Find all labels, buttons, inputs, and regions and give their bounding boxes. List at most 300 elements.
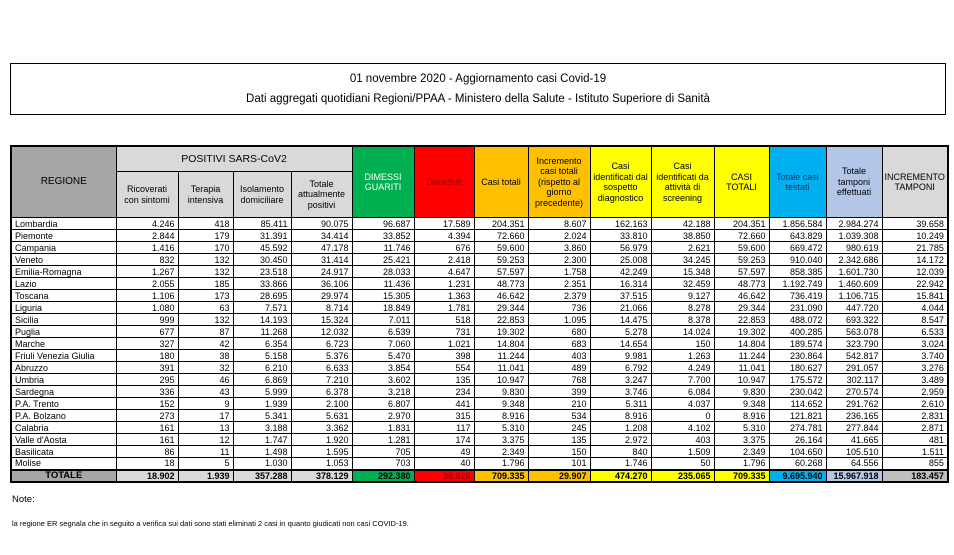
table-cell: 180.627 <box>769 362 826 374</box>
table-cell: 9.830 <box>714 386 769 398</box>
table-cell: 2.100 <box>291 398 352 410</box>
table-cell: 999 <box>116 314 178 326</box>
table-cell: 18 <box>116 458 178 470</box>
table-cell: 768 <box>528 374 590 386</box>
region-name: P.A. Bolzano <box>11 410 116 422</box>
table-cell: 37.515 <box>590 290 651 302</box>
table-cell: 24.917 <box>291 266 352 278</box>
table-cell: 1.831 <box>352 422 414 434</box>
table-cell: 46.642 <box>474 290 528 302</box>
table-cell: 840 <box>590 446 651 458</box>
table-cell: 22.942 <box>882 278 948 290</box>
table-cell: 3.247 <box>590 374 651 386</box>
table-cell: 1.601.730 <box>826 266 882 278</box>
table-cell: 13 <box>178 422 233 434</box>
table-cell: 32.459 <box>651 278 714 290</box>
table-cell: 2.342.686 <box>826 254 882 266</box>
table-cell: 398 <box>414 350 474 362</box>
table-cell: 1.263 <box>651 350 714 362</box>
table-row <box>11 290 948 302</box>
table-cell: 59.600 <box>714 242 769 254</box>
column-header-casi-totali-2: CASI TOTALI <box>714 146 769 218</box>
table-cell: 1.231 <box>414 278 474 290</box>
table-row <box>11 458 948 470</box>
region-name: Calabria <box>11 422 116 434</box>
column-header-sospetto-diagnostico: Casi identificati dal sospetto diagnostico <box>590 146 651 218</box>
table-cell: 42 <box>178 338 233 350</box>
table-cell: 8.378 <box>651 314 714 326</box>
table-cell: 12 <box>178 434 233 446</box>
table-cell: 9 <box>178 398 233 410</box>
report-subtitle: Dati aggregati quotidiani Regioni/PPAA - Ministero della Salute - Istituto Superiore di Sanità <box>246 93 710 106</box>
table-cell: 5.158 <box>233 350 291 362</box>
table-cell: 3.746 <box>590 386 651 398</box>
table-cell: 1.746 <box>590 458 651 470</box>
table-cell: 135 <box>528 434 590 446</box>
table-cell: 705 <box>352 446 414 458</box>
table-cell: 72.660 <box>474 230 528 242</box>
table-cell: 86 <box>116 446 178 458</box>
table-cell: 105.510 <box>826 446 882 458</box>
table-cell: 2.300 <box>528 254 590 266</box>
table-cell: 11.268 <box>233 326 291 338</box>
table-cell: 534 <box>528 410 590 422</box>
table-cell: 6.869 <box>233 374 291 386</box>
table-cell: 1.460.609 <box>826 278 882 290</box>
table-cell: 179 <box>178 230 233 242</box>
total-cell: 709.335 <box>474 470 528 482</box>
total-cell: 235.065 <box>651 470 714 482</box>
table-cell: 6.378 <box>291 386 352 398</box>
table-cell: 1.192.749 <box>769 278 826 290</box>
notes-line: la regione ER segnala che in seguito a verifica sui dati sono stati eliminati 2 casi in quanto giudicati non casi COVID-19. <box>12 519 409 528</box>
table-cell: 150 <box>651 338 714 350</box>
table-cell: 135 <box>414 374 474 386</box>
column-header-casi-totali: Casi totali <box>474 146 528 218</box>
table-cell: 291.057 <box>826 362 882 374</box>
table-cell: 683 <box>528 338 590 350</box>
table-cell: 1.747 <box>233 434 291 446</box>
table-cell: 563.078 <box>826 326 882 338</box>
table-cell: 2.055 <box>116 278 178 290</box>
region-name: Molise <box>11 458 116 470</box>
covid-data-table <box>10 145 949 483</box>
table-cell: 22.853 <box>474 314 528 326</box>
report-title: 01 novembre 2020 - Aggiornamento casi Covid-19 <box>349 72 607 85</box>
table-cell: 210 <box>528 398 590 410</box>
table-cell: 10.947 <box>474 374 528 386</box>
table-cell: 1.363 <box>414 290 474 302</box>
table-cell: 1.856.584 <box>769 218 826 230</box>
table-cell: 31.414 <box>291 254 352 266</box>
table-cell: 7.210 <box>291 374 352 386</box>
total-cell: 357.288 <box>233 470 291 482</box>
table-cell: 315 <box>414 410 474 422</box>
table-cell: 185 <box>178 278 233 290</box>
table-cell: 4.246 <box>116 218 178 230</box>
table-cell: 5.631 <box>291 410 352 422</box>
table-cell: 858.385 <box>769 266 826 278</box>
table-row <box>11 242 948 254</box>
table-cell: 11.041 <box>714 362 769 374</box>
table-cell: 29.344 <box>474 302 528 314</box>
table-cell: 38.850 <box>651 230 714 242</box>
region-name: Marche <box>11 338 116 350</box>
table-cell: 36.106 <box>291 278 352 290</box>
region-name: Emilia-Romagna <box>11 266 116 278</box>
table-cell: 8.916 <box>590 410 651 422</box>
table-cell: 11.244 <box>714 350 769 362</box>
table-cell: 6.354 <box>233 338 291 350</box>
table-cell: 274.781 <box>769 422 826 434</box>
table-cell: 2.844 <box>116 230 178 242</box>
table-cell: 19.302 <box>714 326 769 338</box>
region-name: Lombardia <box>11 218 116 230</box>
table-cell: 703 <box>352 458 414 470</box>
table-cell: 45.592 <box>233 242 291 254</box>
table-cell: 9.981 <box>590 350 651 362</box>
region-name: Liguria <box>11 302 116 314</box>
table-cell: 42.249 <box>590 266 651 278</box>
table-cell: 5.310 <box>474 422 528 434</box>
table-cell: 7.700 <box>651 374 714 386</box>
table-cell: 152 <box>116 398 178 410</box>
table-row <box>11 230 948 242</box>
total-label: TOTALE <box>11 470 116 482</box>
table-cell: 117 <box>414 422 474 434</box>
table-cell: 3.602 <box>352 374 414 386</box>
table-cell: 14.475 <box>590 314 651 326</box>
table-cell: 441 <box>414 398 474 410</box>
table-cell: 29.974 <box>291 290 352 302</box>
table-cell: 46.642 <box>714 290 769 302</box>
table-cell: 1.796 <box>474 458 528 470</box>
table-cell: 1.106.715 <box>826 290 882 302</box>
table-cell: 4.037 <box>651 398 714 410</box>
table-cell: 832 <box>116 254 178 266</box>
region-name: Friuli Venezia Giulia <box>11 350 116 362</box>
table-cell: 14.193 <box>233 314 291 326</box>
table-cell: 1.080 <box>116 302 178 314</box>
table-cell: 980.619 <box>826 242 882 254</box>
table-cell: 59.600 <box>474 242 528 254</box>
table-cell: 1.281 <box>352 434 414 446</box>
table-row <box>11 386 948 398</box>
table-cell: 23.518 <box>233 266 291 278</box>
table-cell: 21.066 <box>590 302 651 314</box>
table-cell: 12.032 <box>291 326 352 338</box>
table-cell: 5 <box>178 458 233 470</box>
table-cell: 327 <box>116 338 178 350</box>
table-cell: 542.817 <box>826 350 882 362</box>
table-cell: 104.650 <box>769 446 826 458</box>
table-cell: 12.039 <box>882 266 948 278</box>
table-cell: 3.860 <box>528 242 590 254</box>
table-cell: 15.841 <box>882 290 948 302</box>
table-cell: 3.188 <box>233 422 291 434</box>
table-cell: 8.916 <box>714 410 769 422</box>
table-cell: 2.984.274 <box>826 218 882 230</box>
table-cell: 1.030 <box>233 458 291 470</box>
table-cell: 21.785 <box>882 242 948 254</box>
table-cell: 2.959 <box>882 386 948 398</box>
table-cell: 29.344 <box>714 302 769 314</box>
table-cell: 6.539 <box>352 326 414 338</box>
table-cell: 2.024 <box>528 230 590 242</box>
region-name: Toscana <box>11 290 116 302</box>
table-cell: 22.853 <box>714 314 769 326</box>
table-cell: 180 <box>116 350 178 362</box>
table-cell: 56.979 <box>590 242 651 254</box>
table-cell: 245 <box>528 422 590 434</box>
table-cell: 31.391 <box>233 230 291 242</box>
table-cell: 4.394 <box>414 230 474 242</box>
table-cell: 399 <box>528 386 590 398</box>
table-cell: 48.773 <box>474 278 528 290</box>
table-cell: 7.011 <box>352 314 414 326</box>
table-cell: 204.351 <box>474 218 528 230</box>
table-cell: 2.349 <box>714 446 769 458</box>
table-cell: 34.245 <box>651 254 714 266</box>
table-cell: 6.210 <box>233 362 291 374</box>
table-cell: 680 <box>528 326 590 338</box>
table-body <box>11 218 948 482</box>
table-cell: 15.305 <box>352 290 414 302</box>
table-cell: 295 <box>116 374 178 386</box>
region-name: Abruzzo <box>11 362 116 374</box>
table-cell: 5.278 <box>590 326 651 338</box>
table-cell: 42.188 <box>651 218 714 230</box>
table-cell: 33.866 <box>233 278 291 290</box>
table-cell: 2.621 <box>651 242 714 254</box>
column-header-deceduti: Deceduti <box>414 146 474 218</box>
column-header-ricoverati: Ricoverati con sintomi <box>116 172 178 218</box>
table-cell: 33.810 <box>590 230 651 242</box>
table-cell: 1.796 <box>714 458 769 470</box>
table-cell: 189.574 <box>769 338 826 350</box>
region-name: Campania <box>11 242 116 254</box>
table-cell: 273 <box>116 410 178 422</box>
table-cell: 46 <box>178 374 233 386</box>
table-cell: 3.362 <box>291 422 352 434</box>
table-cell: 17.589 <box>414 218 474 230</box>
table-cell: 336 <box>116 386 178 398</box>
total-cell: 15.967.918 <box>826 470 882 482</box>
table-cell: 488.072 <box>769 314 826 326</box>
table-cell: 9.127 <box>651 290 714 302</box>
table-cell: 57.597 <box>714 266 769 278</box>
table-cell: 447.720 <box>826 302 882 314</box>
table-cell: 1.267 <box>116 266 178 278</box>
table-cell: 855 <box>882 458 948 470</box>
table-row <box>11 410 948 422</box>
table-row <box>11 398 948 410</box>
table-cell: 15.324 <box>291 314 352 326</box>
table-cell: 6.084 <box>651 386 714 398</box>
table-cell: 8.278 <box>651 302 714 314</box>
table-cell: 14.804 <box>474 338 528 350</box>
table-cell: 132 <box>178 314 233 326</box>
table-cell: 6.533 <box>882 326 948 338</box>
table-cell: 8.547 <box>882 314 948 326</box>
region-name: Lazio <box>11 278 116 290</box>
table-row <box>11 278 948 290</box>
table-cell: 677 <box>116 326 178 338</box>
total-cell: 9.695.940 <box>769 470 826 482</box>
table-cell: 3.375 <box>474 434 528 446</box>
table-cell: 230.864 <box>769 350 826 362</box>
total-cell: 292.380 <box>352 470 414 482</box>
table-cell: 3.375 <box>714 434 769 446</box>
table-cell: 43 <box>178 386 233 398</box>
table-cell: 59.253 <box>714 254 769 266</box>
table-cell: 2.610 <box>882 398 948 410</box>
table-cell: 277.844 <box>826 422 882 434</box>
table-cell: 204.351 <box>714 218 769 230</box>
table-cell: 518 <box>414 314 474 326</box>
table-cell: 2.349 <box>474 446 528 458</box>
table-row <box>11 446 948 458</box>
table-cell: 5.999 <box>233 386 291 398</box>
total-cell: 183.457 <box>882 470 948 482</box>
table-row <box>11 374 948 386</box>
table-cell: 291.762 <box>826 398 882 410</box>
table-cell: 14.804 <box>714 338 769 350</box>
table-cell: 323.790 <box>826 338 882 350</box>
table-cell: 8.607 <box>528 218 590 230</box>
table-cell: 5.470 <box>352 350 414 362</box>
table-cell: 2.379 <box>528 290 590 302</box>
table-cell: 3.024 <box>882 338 948 350</box>
table-cell: 132 <box>178 254 233 266</box>
table-cell: 63 <box>178 302 233 314</box>
table-cell: 11.746 <box>352 242 414 254</box>
table-cell: 403 <box>528 350 590 362</box>
table-cell: 1.498 <box>233 446 291 458</box>
column-header-totale-positivi: Totale attualmente positivi <box>291 172 352 218</box>
column-header-tamponi: Totale tamponi effettuati <box>826 146 882 218</box>
table-cell: 25.008 <box>590 254 651 266</box>
table-cell: 2.831 <box>882 410 948 422</box>
table-cell: 34.414 <box>291 230 352 242</box>
table-cell: 6.792 <box>590 362 651 374</box>
table-cell: 14.172 <box>882 254 948 266</box>
table-cell: 736 <box>528 302 590 314</box>
region-name: Sardegna <box>11 386 116 398</box>
region-name: Valle d'Aosta <box>11 434 116 446</box>
table-cell: 4.647 <box>414 266 474 278</box>
table-row <box>11 338 948 350</box>
table-cell: 11.436 <box>352 278 414 290</box>
table-row <box>11 422 948 434</box>
table-cell: 731 <box>414 326 474 338</box>
table-cell: 4.102 <box>651 422 714 434</box>
table-cell: 736.419 <box>769 290 826 302</box>
table-cell: 1.106 <box>116 290 178 302</box>
table-cell: 391 <box>116 362 178 374</box>
column-header-incremento-tamponi: INCREMENTO TAMPONI <box>882 146 948 218</box>
table-cell: 50 <box>651 458 714 470</box>
table-cell: 2.972 <box>590 434 651 446</box>
table-cell: 1.509 <box>651 446 714 458</box>
table-cell: 5.310 <box>714 422 769 434</box>
table-header <box>11 146 948 218</box>
table-cell: 7.060 <box>352 338 414 350</box>
table-cell: 40 <box>414 458 474 470</box>
table-cell: 72.660 <box>714 230 769 242</box>
column-group-positivi: POSITIVI SARS-CoV2 <box>116 146 352 172</box>
table-cell: 32 <box>178 362 233 374</box>
table-cell: 693.322 <box>826 314 882 326</box>
table-cell: 9.348 <box>474 398 528 410</box>
table-cell: 39.658 <box>882 218 948 230</box>
table-cell: 14.654 <box>590 338 651 350</box>
column-header-isolamento: Isolamento domiciliare <box>233 172 291 218</box>
table-cell: 0 <box>651 410 714 422</box>
table-cell: 114.652 <box>769 398 826 410</box>
table-cell: 162.163 <box>590 218 651 230</box>
table-cell: 3.854 <box>352 362 414 374</box>
total-cell: 29.907 <box>528 470 590 482</box>
table-cell: 59.253 <box>474 254 528 266</box>
table-row <box>11 350 948 362</box>
total-cell: 378.129 <box>291 470 352 482</box>
table-cell: 302.117 <box>826 374 882 386</box>
table-cell: 2.871 <box>882 422 948 434</box>
column-header-incremento-casi: Incremento casi totali (rispetto al giorno precedente) <box>528 146 590 218</box>
table-cell: 28.033 <box>352 266 414 278</box>
table-cell: 1.208 <box>590 422 651 434</box>
table-cell: 643.829 <box>769 230 826 242</box>
table-cell: 1.095 <box>528 314 590 326</box>
table-cell: 5.376 <box>291 350 352 362</box>
table-cell: 1.781 <box>414 302 474 314</box>
table-cell: 4.249 <box>651 362 714 374</box>
table-cell: 132 <box>178 266 233 278</box>
table-cell: 16.314 <box>590 278 651 290</box>
table-cell: 48.773 <box>714 278 769 290</box>
column-header-dimessi-guariti: DIMESSI GUARITI <box>352 146 414 218</box>
table-cell: 19.302 <box>474 326 528 338</box>
table-cell: 11 <box>178 446 233 458</box>
table-cell: 5.341 <box>233 410 291 422</box>
table-cell: 121.821 <box>769 410 826 422</box>
table-cell: 38 <box>178 350 233 362</box>
table-row <box>11 218 948 230</box>
table-cell: 57.597 <box>474 266 528 278</box>
table-cell: 6.633 <box>291 362 352 374</box>
table-cell: 1.416 <box>116 242 178 254</box>
table-cell: 7.571 <box>233 302 291 314</box>
table-row <box>11 266 948 278</box>
table-cell: 236.165 <box>826 410 882 422</box>
table-cell: 41.665 <box>826 434 882 446</box>
table-cell: 15.348 <box>651 266 714 278</box>
table-cell: 1.039.308 <box>826 230 882 242</box>
table-row <box>11 254 948 266</box>
table-cell: 1.939 <box>233 398 291 410</box>
table-cell: 33.852 <box>352 230 414 242</box>
table-cell: 403 <box>651 434 714 446</box>
table-cell: 161 <box>116 422 178 434</box>
table-cell: 14.024 <box>651 326 714 338</box>
table-cell: 1.595 <box>291 446 352 458</box>
total-cell: 709.335 <box>714 470 769 482</box>
region-name: Umbria <box>11 374 116 386</box>
table-cell: 11.244 <box>474 350 528 362</box>
region-name: Puglia <box>11 326 116 338</box>
table-cell: 9.348 <box>714 398 769 410</box>
